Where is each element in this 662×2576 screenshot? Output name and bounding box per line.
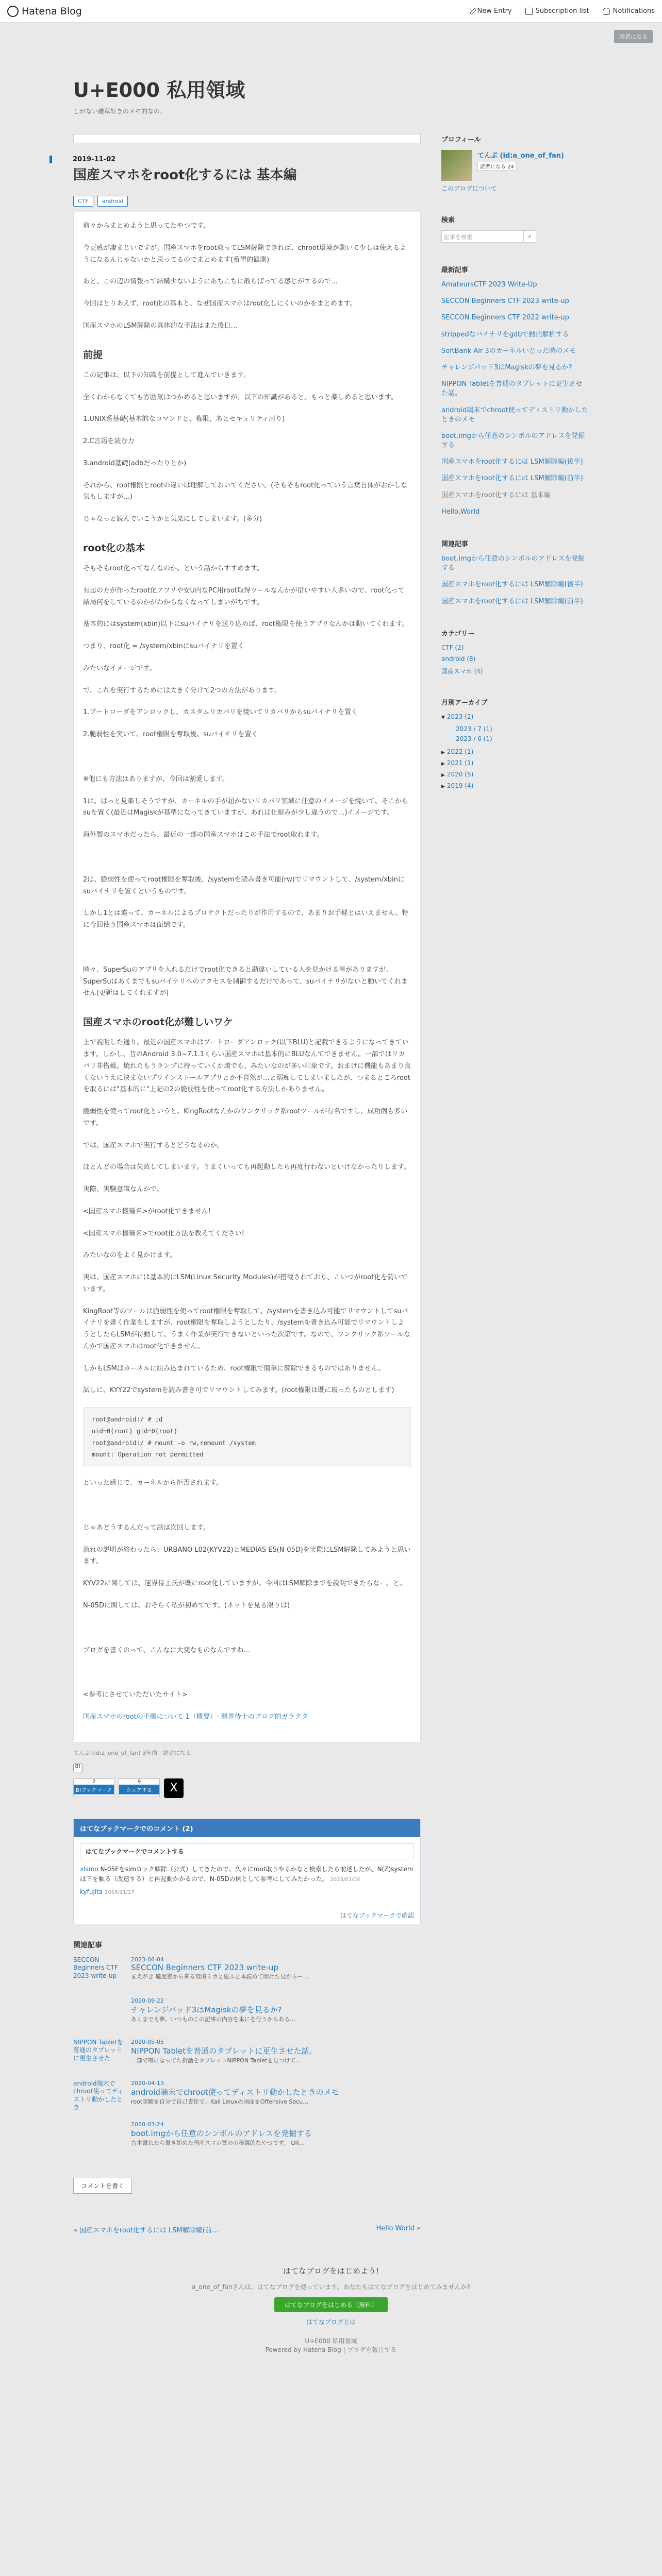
body-paragraph: 海外製のスマホだったら、最近の一部の国産スマホはこの手法でroot取れます。 — [83, 831, 324, 839]
about-blog-link[interactable]: このブログについて — [441, 185, 497, 192]
body-paragraph: この記事は、以下の知識を前提として進んでいきます。 — [83, 371, 250, 379]
section-heading: root化の基本 — [83, 542, 145, 554]
sidebar-entry-link[interactable]: android端末でchroot使ってディストリ動かしたときのメモ — [441, 406, 588, 423]
global-header — [0, 0, 662, 23]
related-item[interactable] — [73, 2121, 421, 2152]
code-line: mount: Operation not permitted — [92, 1451, 204, 1459]
about-hatena-blog-link[interactable]: はてなブログとは — [306, 2318, 356, 2326]
body-paragraph: 基本的にはsystem(xbin)以下にsuバイナリを送り込めば、root権限を使うアプリなんかは動いてくれます。 — [83, 620, 409, 629]
share-label: シェアする — [119, 1785, 159, 1794]
code-line: root@android:/ # mount -o rw,remount /system — [92, 1439, 256, 1447]
triangle-down-icon: ▼ — [441, 715, 445, 720]
body-paragraph: みたいなのをよく見かけます。 — [83, 1251, 176, 1260]
sidebar-entry-link[interactable]: boot.imgから任意のシンボルのアドレスを発掘する — [441, 555, 585, 572]
intro-paragraphs — [83, 221, 411, 332]
body-paragraph: じゃあどうするんだって話は次回します。 — [83, 1523, 210, 1532]
body-paragraph: では、国産スマホで実行するとどうなるのか。 — [83, 1141, 224, 1149]
related-entries-list — [441, 554, 589, 606]
sidebar-entry-link[interactable]: AmateursCTF 2023 Write-Up — [441, 281, 537, 289]
sidebar-entry-link[interactable]: 国産スマホをroot化するには LSM解除編(後半) — [441, 458, 583, 466]
footer-sub: a_one_of_fanさんは、はてなブログを使っています。あなたもはてなブログをはじめてみませんか? — [192, 2283, 470, 2291]
body-paragraph: 1.ブートローダをアンロックし、カスタムリカバリを焼いてリカバリからsuバイナリを置く — [83, 708, 358, 717]
triangle-right-icon: ▶ — [441, 761, 445, 767]
related-item[interactable] — [73, 2039, 421, 2070]
sidebar-entry-link[interactable]: SECCON Beginners CTF 2023 write-up — [441, 297, 569, 306]
archive-year[interactable]: ▶ 2022 (1) — [441, 748, 474, 756]
archive-year[interactable]: ▼ 2023 (2) — [441, 713, 474, 720]
subscription-list-link[interactable] — [525, 7, 589, 15]
related-excerpt: 一部で噂になってた折話をタブレットNIPPON Tabletを見つけて… — [131, 2057, 302, 2064]
category-link[interactable]: 国産スマホ (4) — [441, 667, 483, 675]
subscribe-button[interactable]: 読者になる — [614, 30, 653, 43]
hatebu-label: B!ブックマーク — [74, 1785, 114, 1794]
sidebar-entry-link[interactable]: SECCON Beginners CTF 2022 write-up — [441, 314, 569, 322]
related-articles — [73, 1940, 421, 2152]
search-input[interactable]: 記事を検索 — [441, 230, 524, 243]
body-paragraph: しかし1とは違って、カーネルによるプロテクトだったりが作用するので、あまりお手軽とはいえません。特に今回使う国産スマホは面倒です。 — [83, 909, 409, 929]
body-paragraph: それから、root権限とrootの違いは理解しておいてください。(そもそもroot化っていう言葉自体がおかしな気もしますが…) — [83, 481, 408, 501]
related-thumbnail[interactable] — [73, 1997, 125, 2028]
search-icon[interactable]: ⌕ — [524, 230, 536, 243]
body-paragraph: 国産スマホのLSM解除の具体的な手法はまた後日… — [83, 321, 238, 330]
body-paragraph: ※他にも方法はありますが、今回は割愛します。 — [83, 775, 229, 783]
body-paragraph: 前々からまとめようと思ってたやつです。 — [83, 222, 210, 230]
x-share-button[interactable]: X — [164, 1778, 184, 1798]
start-blog-button[interactable]: はてなブログをはじめる（無料） — [274, 2297, 388, 2312]
next-entry-link[interactable]: Hello World » — [376, 2224, 421, 2232]
sidebar-entry-link[interactable]: strippedなバイナリをgdbで動的解析する — [441, 330, 569, 338]
archive-month[interactable]: 2023 / 6 (1) — [456, 735, 492, 742]
related-date: 2020-04-13 — [131, 2079, 164, 2087]
profile-name[interactable]: てんぷ (id:a_one_of_fan) — [477, 152, 564, 160]
related-thumbnail[interactable]: android端末でchroot使ってディストリ動かしたとき — [73, 2079, 124, 2111]
related-title[interactable]: NIPPON Tabletを普通のタブレットに更生させた話。 — [131, 2046, 317, 2056]
sidebar-entry-link[interactable]: チャレンジパッド3はMagiskの夢を見るか? — [441, 363, 572, 371]
profile-title: プロフィール — [441, 136, 481, 144]
footer-powered: Powered by Hatena Blog | ブログを報告する — [265, 2346, 397, 2353]
hatena-logo-icon — [7, 6, 19, 17]
body-paragraph: ブログを書くのって、こんなに大変なものなんですね… — [83, 1646, 251, 1654]
body-paragraph: 3.android基礎(adbだったりとか) — [83, 459, 187, 467]
body-paragraph: 実際、実験意識なんかで、 — [83, 1185, 163, 1193]
body-paragraph: しかもLSMはカーネルに組み込まれているため、root権限で簡単に解除できるものではありません。 — [83, 1364, 385, 1372]
comment-on-bookmark-button[interactable]: はてなブックマークでコメントする — [80, 1843, 414, 1859]
comment-date: 2019/11/17 — [105, 1890, 135, 1896]
related-date: 2020-05-05 — [131, 2038, 164, 2045]
section-heading: 前提 — [83, 349, 103, 361]
comment-user[interactable]: kyfujita — [80, 1888, 103, 1896]
related-excerpt: まえがき 適度差から来る環境ミカと思ふと本読めて開けた見からー… — [131, 1973, 309, 1980]
prereq-paragraphs — [83, 370, 411, 526]
related-thumbnail[interactable]: SECCON Beginners CTF 2023 write-up — [73, 1956, 118, 1979]
category-link[interactable]: CTF (2) — [441, 643, 464, 651]
archive-year[interactable]: ▶ 2020 (5) — [441, 771, 474, 778]
body-paragraph: といった感じで、カーネルから拒否されます。 — [83, 1479, 223, 1487]
blog-description: しがない雑草好きのメモ的なの。 — [73, 108, 166, 115]
sidebar-entry-link[interactable]: 国産スマホをroot化するには 基本編 — [441, 491, 551, 499]
new-entry-label: New Entry — [477, 7, 512, 15]
body-paragraph: 今更感が凄まじいですが。国産スマホをroot取ってLSM解除できれば、chroot環境が動いて少しは使えるようになるんじゃないかと思ってるのでまとめます(希望的観測) — [83, 244, 406, 264]
footer-blog-name[interactable]: U+E000 私用領域 — [305, 2337, 357, 2345]
subscription-list-label: Subscription list — [535, 7, 589, 15]
share-count: 9 — [137, 1778, 141, 1785]
footer-ask: はてなブログをはじめよう! — [283, 2266, 379, 2276]
body-paragraph: <国産スマホ機種名>でroot化方法を教えてください! — [83, 1229, 244, 1238]
related-date: 2020-09-22 — [131, 1997, 164, 2004]
related-title[interactable]: boot.imgから任意のシンボルのアドレスを発掘する — [131, 2128, 312, 2138]
bell-icon — [603, 8, 610, 15]
entry-meta: てんぷ (id:a_one_of_fan) 3年前 · 読者になる — [73, 1749, 191, 1756]
entry-title[interactable]: 国産スマホをroot化するには 基本編 — [73, 167, 297, 183]
view-on-bookmark-link[interactable]: はてなブックマークで確認 — [340, 1911, 414, 1919]
body-paragraph: 1は、ぱっと見楽しそうですが、カーネルの手が届かないリカバリ領域に任意のイメージを焼いて、そこからsuを置く(最近はMagiskが基準になってきていますが、あれは仕組みが少し違うので…)イメージです。 — [83, 797, 408, 817]
related-heading: 関連記事 — [73, 1941, 102, 1950]
hatena-bookmark-icon[interactable]: B! — [73, 1763, 82, 1772]
search-title: 検索 — [441, 216, 455, 224]
notifications-link[interactable] — [603, 7, 655, 15]
body-paragraph: 1.UNIX系基礎(基本的なコマンドと、権限、あとセキュリティ周り) — [83, 415, 285, 423]
archive-title: 月別アーカイブ — [441, 699, 488, 707]
write-comment-button[interactable]: コメントを書く — [73, 2178, 132, 2194]
root-basics-paragraphs — [83, 563, 411, 999]
closing-paragraphs — [83, 1478, 411, 1701]
notifications-label: Notifications — [613, 7, 655, 15]
related-title[interactable]: SECCON Beginners CTF 2023 write-up — [131, 1962, 279, 1972]
hatena-blog-logo[interactable] — [7, 6, 82, 17]
section-heading: 国産スマホのroot化が難しいワケ — [83, 1016, 234, 1028]
related-excerpt: あくまでも夢。いつものこの記事の内容を本にを行うからある… — [131, 2015, 295, 2023]
archive-year[interactable]: ▶ 2021 (1) — [441, 759, 474, 767]
category-link[interactable]: android (8) — [441, 655, 476, 663]
related-thumbnail[interactable]: NIPPON Tabletを普通のタブレットに更生させた — [73, 2038, 123, 2062]
jp-phone-paragraphs — [83, 1037, 411, 1397]
brand-label: Hatena Blog — [22, 5, 82, 17]
archive-year[interactable]: ▶ 2019 (4) — [441, 782, 474, 790]
sidebar-entry-link[interactable]: 国産スマホをroot化するには LSM解除編(前半) — [441, 597, 583, 605]
sidebar-entry-link[interactable]: Hello,World — [441, 507, 480, 516]
hatebu-share-button[interactable] — [73, 1778, 114, 1797]
body-paragraph: で、これを実行するためには大きく分けて2つの方法があります。 — [83, 686, 281, 694]
sidebar-entry-link[interactable]: NIPPON Tabletを普通のタブレットに更生させた話。 — [441, 380, 583, 398]
bookmark-comments — [73, 1819, 421, 1924]
recent-entries-list — [441, 280, 589, 517]
pen-icon — [469, 8, 476, 14]
related-excerpt: root実験を自分で自己責任で。Kali Linuxの画面をOffensive Secu… — [131, 2098, 309, 2105]
body-paragraph: 上で説明した通り、最近の国産スマホはブートローダアンロック(以下BLU)と記載できるようになってきています。しかし、昔のAndroid 3.0~7.1.1くらい国産スマホは基本的にBLUなんてできません。一部ではリカバリ非搭載。焼れたもうランプに持っていくか壊でも、みたいなのが多い印象です。おまけに機能もあまり良くないうえに決まないプリインストールアプリとか不自然が…と溺痴してしまいましたが、つまるところrootを取るには"基本的に"上記の2の脆弱性を使ってroot化する方法しかありません。 — [83, 1039, 411, 1094]
body-paragraph: じゃなっと読んでいこうかと気楽にしてしまいます。(多分) — [83, 515, 262, 523]
triangle-right-icon: ▶ — [441, 750, 445, 756]
archive-month[interactable]: 2023 / 7 (1) — [456, 725, 492, 733]
body-paragraph: 試しに、KYY22でsystemを読み書き可でリマウントしてみます。(root権限は既に取ったものとします) — [83, 1386, 394, 1395]
body-paragraph: KYV22に関しては、運界侍士氏が既にroot化していますが、今回はLSM解除までを説明できたらなー、と。 — [83, 1580, 406, 1588]
body-paragraph: つまり、root化 = /system/xbinにsuバイナリを置く — [83, 642, 244, 650]
related-date: 2020-03-24 — [131, 2121, 164, 2128]
body-paragraph: 時々、SuperSuのアプリを入れるだけでroot化できると勘違いしている人を見かける事がありますが、SuperSuはあくまでもsuバイナリへのアクセスを制御するだけであって、suバイナリがないと動いてくれません(更新はしてくれますが) — [83, 965, 408, 997]
sidebar-entry-link[interactable]: 国産スマホをroot化するには LSM解除編(前半) — [441, 474, 583, 483]
recent-entries-title: 最新記事 — [441, 266, 469, 274]
body-paragraph: そもそもroot化ってなんなのか。という話からすすめます。 — [83, 565, 264, 572]
category-tag[interactable]: android — [97, 196, 128, 207]
comment-user[interactable]: xlsmo — [80, 1865, 98, 1873]
ad-slot — [73, 134, 421, 143]
code-line: root@android:/ # id — [92, 1416, 163, 1423]
body-paragraph: 今回はとりあえず、root化の基本と、なぜ国産スマホはroot化しにくいのかをまとめます。 — [83, 300, 357, 308]
comment-text: N-05Eをsimロック解除（公式）してきたので、久々にroot取りやるかなと検索したら前述したが、N(Z)systemは下を触る（改造する）と再起動かかるので、N-05Dの例として参考にしてみたかった。 — [80, 1865, 413, 1883]
related-excerpt: 古本書れたら書き始めた国産スマホ置のの秘儀的なやつです。 UR… — [131, 2139, 305, 2146]
prev-entry-link[interactable]: « 国産スマホをroot化するには LSM解除編(前… — [73, 2226, 219, 2234]
triangle-right-icon: ▶ — [441, 784, 445, 790]
page-footer — [0, 2265, 662, 2354]
body-paragraph: 実は、国産スマホには基本的にLSM(Linux Security Modules)が搭載されており、こいつがroot化を防いでいます。 — [83, 1274, 408, 1293]
hatebu-count: 2 — [92, 1778, 96, 1785]
entry-date[interactable]: 2019-11-02 — [49, 156, 421, 163]
related-title[interactable]: チャレンジパッド3はMagiskの夢を見るか? — [131, 2005, 282, 2014]
body-paragraph: 2は、脆弱性を使ってroot権限を奪取後、/systemを読み書き可能(rw)でリマウントして、/system/xbinにsuバイナリを置くというものです。 — [83, 875, 405, 895]
comment-date: 2023/03/09 — [330, 1877, 360, 1883]
body-paragraph: 2.脆弱性を突いて、root権限を奪取後、suバイナリを置く — [83, 731, 258, 738]
body-paragraph: N-05Dに関しては、おそらく私が初めてです。(ネットを見る限りは) — [83, 1601, 290, 1609]
comment-item — [80, 1865, 414, 1884]
sidebar-entry-link[interactable]: 国産スマホをroot化するには LSM解除編(後半) — [441, 581, 583, 589]
body-paragraph: 有志の方が作ったroot化アプリや安U内なPC用root取得ツールなんかが借いやすい人多いので、root化って結局何をしているのかがわからなくなってしまいがちです。 — [83, 586, 405, 606]
code-block — [83, 1407, 411, 1467]
related-date: 2023-06-04 — [131, 1956, 164, 1963]
body-paragraph: 流れの説明が終わったら、URBANO L02(KYV22)とMEDIAS ES(N-05D)を実際にLSM解除してみようと思います。 — [83, 1546, 411, 1566]
main-column — [73, 134, 421, 2234]
body-paragraph: ほとんどの場合は失敗してしまいます。うまくいっても再起動したら再度行わないといけなかったりします。 — [83, 1163, 410, 1172]
entry-body — [73, 212, 421, 1742]
body-paragraph: 2.C言語を読む力 — [83, 437, 135, 445]
related-title[interactable]: android端末でchroot使ってディストリ動かしたときのメモ — [131, 2087, 339, 2097]
sidebar — [441, 134, 589, 2234]
body-paragraph: <国産スマホ機種名>がroot化できません! — [83, 1207, 211, 1215]
blog-title[interactable]: U+E000 私用領域 — [73, 79, 245, 101]
facebook-share-button[interactable] — [119, 1778, 160, 1797]
new-entry-link[interactable] — [472, 7, 512, 15]
list-icon — [525, 8, 533, 15]
sidebar-entry-link[interactable]: boot.imgから任意のシンボルのアドレスを発掘する — [441, 432, 585, 450]
related-sidebar-title: 関連記事 — [441, 540, 469, 548]
related-item[interactable] — [73, 2080, 421, 2111]
body-paragraph: 脆弱性を使ってroot化というと、KingRootなんかのワンクリック系rootツールが有名ですし、成功例も多いです。 — [83, 1108, 408, 1127]
body-paragraph: みたいなイメージです。 — [83, 664, 156, 672]
category-title: カテゴリー — [441, 630, 475, 638]
body-paragraph: KingRoot等のツールは脆弱性を使ってroot権限を奪取して、/systemを書き込み可能でリマウントしてsuバイナリを書く作業をしますが、root権限を奪取しようとしたり、/systemを書き込み可能でリマウントしようとしたらLSMが待動して、うまく作業が実行できないといった次第です。なので、ワンクリック系ツールなんかで国産スマホはroot化できません。 — [83, 1307, 411, 1350]
related-list — [73, 1956, 421, 2152]
reader-count-badge[interactable]: 読者になる 24 — [477, 162, 517, 171]
related-item[interactable] — [73, 1956, 421, 1987]
reference-link[interactable]: 国産スマホのrootの手順について 1（概要）- 運界侍士のブログ的ガラクタ — [83, 1713, 308, 1721]
related-item[interactable] — [73, 1997, 421, 2028]
code-line: uid=0(root) gid=0(root) — [92, 1427, 178, 1435]
related-thumbnail[interactable] — [73, 2121, 125, 2152]
comment-item — [80, 1887, 414, 1897]
comments-header: はてなブックマークでのコメント (2) — [74, 1819, 420, 1837]
body-paragraph: あと、この辺の情報って結構少ないようにあちこちに散らばってる感じがするので… — [83, 278, 338, 286]
sidebar-entry-link[interactable]: SoftBank Air 3のカーネルいじった時のメモ — [441, 347, 576, 355]
body-paragraph: <参考にさせていただいたサイト> — [83, 1691, 188, 1699]
category-tag[interactable]: CTF — [73, 196, 93, 207]
avatar[interactable] — [441, 150, 472, 181]
body-paragraph: 全くわからなくても雰囲気はつかめると思いますが、以下の知識があると、もっと楽しめると思います。 — [83, 393, 398, 401]
triangle-right-icon: ▶ — [441, 773, 445, 778]
